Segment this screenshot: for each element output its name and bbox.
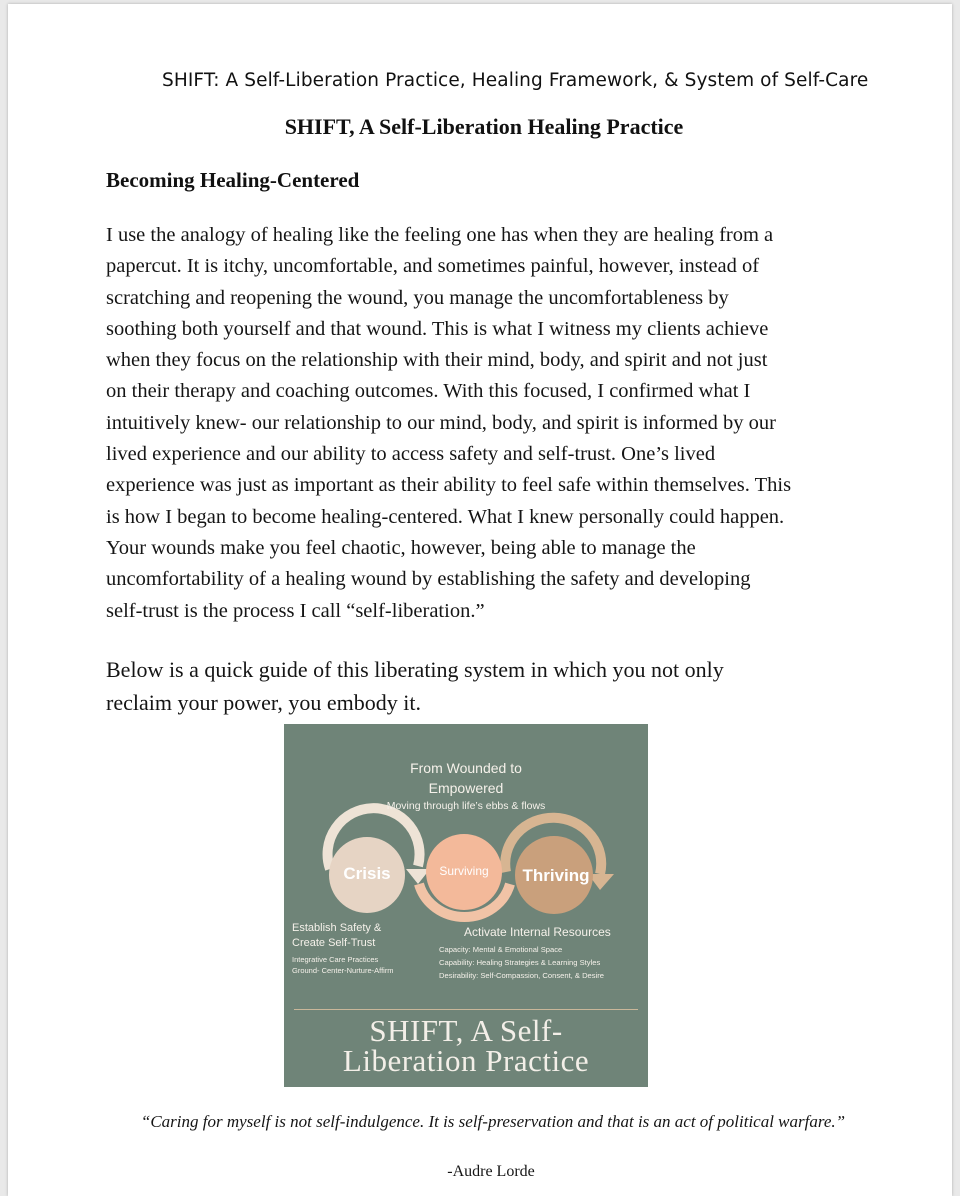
paragraph-line: Your wounds make you feel chaotic, however, being able to manage the [106,536,696,559]
paragraph-line: scratching and reopening the wound, you manage the uncomfortableness by [106,286,729,309]
document-page [8,4,952,1196]
paragraph-line: soothing both yourself and that wound. This is what I witness my clients achieve [106,317,769,340]
paragraph-line: uncomfortability of a healing wound by establishing the safety and developing [106,568,751,591]
quote-attribution: -Audre Lorde [447,1163,535,1180]
shift-framework-graphic [284,724,648,1087]
graphic-divider [294,1009,638,1010]
paragraph-line: lived experience and our ability to access safety and self-trust. One’s lived [106,443,716,466]
paragraph-line: is how I began to become healing-centered. What I knew personally could happen. [106,505,785,528]
paragraph-line: self-trust is the process I call “self-liberation.” [106,599,485,622]
paragraph-line: I use the analogy of healing like the feeling one has when they are healing from a [106,224,774,246]
running-header: SHIFT: A Self-Liberation Practice, Healing Framework, & System of Self-Care [162,70,869,91]
paragraph-line: experience was just as important as their ability to feel safe within themselves. This [106,474,792,497]
paragraph-line: papercut. It is itchy, uncomfortable, and sometimes painful, however, instead of [106,255,760,278]
body-paragraph [106,220,886,627]
paragraph-line: on their therapy and coaching outcomes. With this focused, I confirmed what I [106,380,751,403]
graphic-title: SHIFT, A Self- Liberation Practice [342,1013,590,1078]
thriving-label: Thriving [522,866,590,885]
section-heading: Becoming Healing-Centered [106,168,360,192]
crisis-label: Crisis [343,864,391,883]
graphic-subheadline: Moving through life’s ebbs & flows [386,800,546,812]
graphic-headline: From Wounded to Empowered [410,760,522,796]
quote-text: “Caring for myself is not self-indulgence. It is self-preservation and that is an act of political warfare.” [140,1112,846,1131]
left-detail: Integrative Care Practices Ground- Center-Nurture-Affirm [292,955,394,975]
right-caption: Activate Internal Resources [464,925,611,939]
intro-paragraph [106,653,886,719]
right-detail: Capacity: Mental & Emotional Space Capability: Healing Strategies & Learning Styles Desirability: Self-Compassion, Consent, & Desire [439,945,605,980]
paragraph-line: when they focus on the relationship with their mind, body, and spirit and not just [106,349,768,372]
surviving-label: Surviving [439,864,489,878]
intro-line: Below is a quick guide of this liberating system in which you not only [106,657,724,682]
intro-line: reclaim your power, you embody it. [106,690,421,715]
document-title: SHIFT, A Self-Liberation Healing Practice [284,114,684,139]
paragraph-line: intuitively knew- our relationship to our mind, body, and spirit is informed by our [106,411,776,434]
left-caption: Establish Safety & Create Self-Trust [292,922,382,949]
